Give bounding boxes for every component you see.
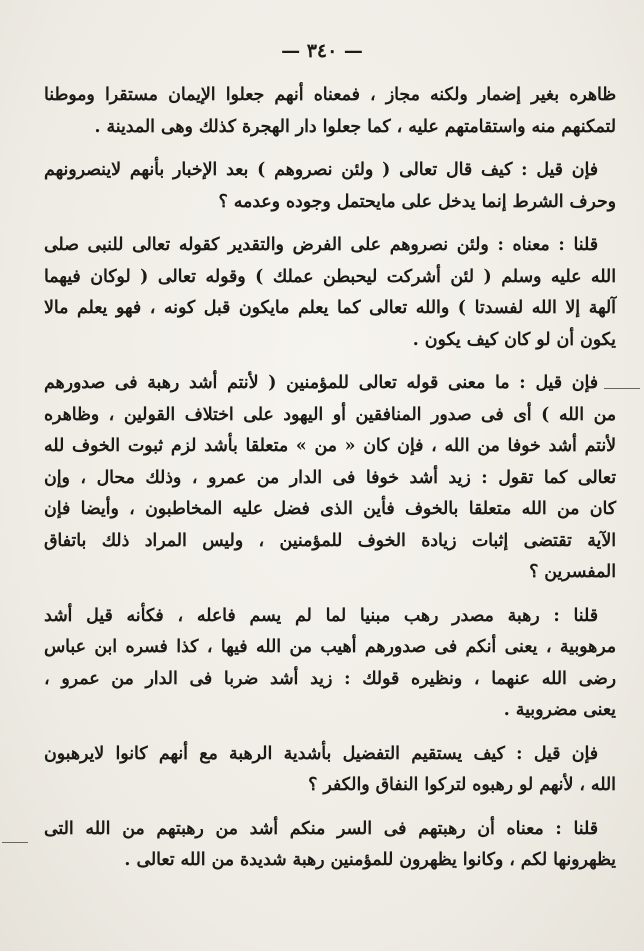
paragraph [44,601,616,727]
text-line: فإن قيل : ما معنى قوله تعالى للمؤمنين ( لأنتم أشد رهبة فى صدورهم [44,373,598,393]
margin-mark [2,842,28,843]
paragraph [44,80,616,143]
text-line: فإن قيل : كيف قال تعالى ( ولئن نصروهم ) بعد الإخبار بأنهم لاينصرونهم [44,160,598,180]
text-line: المفسرين ؟ [529,562,616,582]
text-line: الله ، لأنهم لو رهبوه لتركوا النفاق والكفر ؟ [308,775,616,795]
text-line: لأنتم أشد خوفا من الله ، فإن كان « من » متعلقا بأشد لزم ثبوت الخوف لله [44,436,616,456]
text-line: الله عليه وسلم ( لئن أشركت ليحبطن عملك ) وقوله تعالى ( لوكان فيهما [44,266,616,287]
text-line: مرهوبية ، يعنى أنكم فى صدورهم أهيب من الله فيها ، كذا فسره ابن عباس [44,637,616,657]
text-line: قلنا : رهبة مصدر رهب مبنيا لما لم يسم فاعله ، فكأنه قيل أشد [44,605,598,626]
text-line: لتمكنهم منه واستقامتهم عليه ، كما جعلوا دار الهجرة كذلك وهى المدينة . [94,116,616,137]
paragraph [44,230,616,356]
text-line: قلنا : معناه أن رهبتهم فى السر منكم أشد من رهبتهم من الله التى [44,818,598,839]
text-line: يكون أن لو كان كيف يكون . [412,329,616,350]
text-line: آلهة إلا الله لفسدتا ) والله تعالى كما يعلم مايكون قبل كونه ، فهو يعلم مالا [44,298,616,318]
paragraph [44,368,616,589]
paragraph [44,739,616,802]
paragraph [44,814,616,877]
text-line: وحرف الشرط إنما يدخل على مايحتمل وجوده وعدمه ؟ [218,191,616,212]
text-line: من الله ) أى فى صدور المنافقين أو اليهود على اختلاف القولين ، وظاهره [44,404,616,425]
page-content [44,80,616,889]
text-line: الآية تقتضى إثبات زيادة الخوف للمؤمنين ، وليس المراد ذلك باتفاق [44,530,616,551]
text-line: ظاهره بغير إضمار ولكنه مجاز ، فمعناه أنهم جعلوا الإيمان مستقرا وموطنا [44,85,616,105]
text-line: فإن قيل : كيف يستقيم التفضيل بأشدية الرهبة مع أنهم كانوا لايرهبون [44,743,598,764]
text-line: قلنا : معناه : ولئن نصروهم على الفرض والتقدير كقوله تعالى للنبى صلى [44,235,598,255]
text-line: يعنى مضروبية . [503,700,616,720]
paragraph [44,155,616,218]
text-line: كان من الله متعلقا بالخوف فأين الذى فضل عليه المخاطبون ، وأيضا فإن [44,499,616,519]
text-line: رضى الله عنهما ، ونظيره قولك : زيد أشد ضربا فى الدار من عمرو ، [44,668,616,689]
page-number: — ٣٤٠ — [281,40,363,62]
text-line: تعالى كما تقول : زيد أشد خوفا فى الدار من عمرو ، وذلك محال ، وإن [44,467,616,488]
text-line: يظهرونها لكم ، وكانوا يظهرون للمؤمنين رهبة شديدة من الله تعالى . [124,850,616,870]
